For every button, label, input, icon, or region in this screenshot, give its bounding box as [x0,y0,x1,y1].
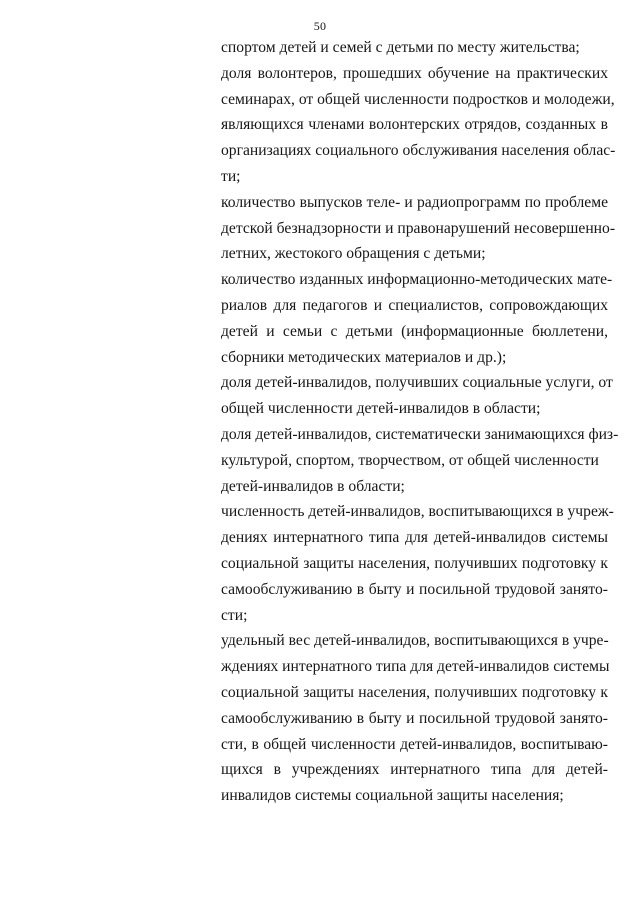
text-line: самообслуживанию в быту и посильной трудовой занято- [221,709,608,727]
page-number: 50 [313,19,327,33]
text-line: доля детей-инвалидов, систематически занимающихся физ- [221,426,619,443]
text-line: численность детей-инвалидов, воспитывающихся в учреж- [221,503,614,521]
text-line: инвалидов системы социальной защиты населения; [221,787,564,805]
text-line: детей и семьи с детьми (информационные бюллетени, [221,322,608,340]
text-line: количество выпусков теле- и радиопрограмм по проблеме [221,193,608,211]
text-line: сти, в общей численности детей-инвалидов, воспитываю- [221,735,608,753]
text-line: щихся в учреждениях интернатного типа для детей- [221,761,608,779]
text-line: организациях социального обслуживания населения облас- [221,142,616,160]
text-line: количество изданных информационно-методических мате- [221,271,613,289]
text-line: сти; [221,606,248,624]
text-line: спортом детей и семей с детьми по месту жительства; [221,39,580,56]
text-line: риалов для педагогов и специалистов, сопровождающих [221,297,608,314]
text-line: детской безнадзорности и правонарушений несовершенно- [221,219,616,237]
text-line: являющихся членами волонтерских отрядов, созданных в [221,116,608,134]
text-line: ждениях интернатного типа для детей-инвалидов системы [221,658,610,676]
text-line: ти; [221,168,241,185]
text-line: доля волонтеров, прошедших обучение на практических [221,64,608,82]
text-line: удельный вес детей-инвалидов, воспитывающихся в учре- [221,632,609,650]
text-line: самообслуживанию в быту и посильной трудовой занято- [221,580,608,598]
text-line: семинарах, от общей численности подростков и молодежи, [221,90,615,108]
text-line: общей численности детей-инвалидов в области; [221,400,541,418]
text-line: детей-инвалидов в области; [221,477,405,495]
text-line: доля детей-инвалидов, получивших социальные услуги, от [221,374,613,392]
text-line: дениях интернатного типа для детей-инвалидов системы [221,529,608,547]
text-line: социальной защиты населения, получивших подготовку к [221,684,608,701]
text-line: летних, жестокого обращения с детьми; [221,245,486,263]
text-line: культурой, спортом, творчеством, от общей численности [221,451,599,469]
text-line: сборники методических материалов и др.); [221,348,507,366]
text-line: социальной защиты населения, получивших подготовку к [221,555,608,572]
